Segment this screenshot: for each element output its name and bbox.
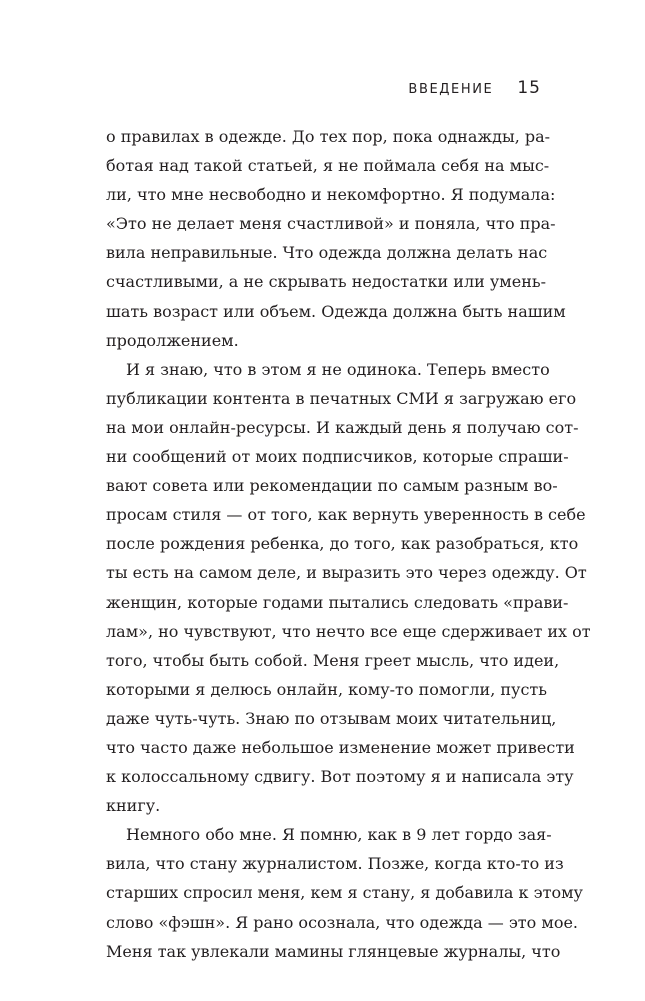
text-line: ботая над такой статьей, я не поймала себя на мыс- (106, 156, 550, 176)
paragraph (106, 355, 591, 821)
text-line: ли, что мне несвободно и некомфортно. Я подумала: (106, 185, 556, 205)
text-line: лам», но чувствуют, что нечто все еще сдерживает их от (106, 621, 591, 641)
text-line: И я знаю, что в этом я не одинока. Теперь вместо (126, 359, 550, 379)
text-line: Меня так увлекали мамины глянцевые журналы, что (106, 941, 561, 961)
text-line: ты есть на самом деле, и выразить это через одежду. От (106, 563, 587, 583)
text-line: публикации контента в печатных СМИ я загружаю его (106, 388, 577, 408)
section-title: ВВЕДЕНИЕ (408, 82, 494, 97)
text-line: слово «фэшн». Я рано осознала, что одежда — это мое. (106, 912, 579, 932)
text-line: что часто даже небольшое изменение может привести (106, 737, 575, 757)
text-line: шать возраст или объем. Одежда должна быть нашим (106, 301, 566, 321)
text-line: на мои онлайн-ресурсы. И каждый день я получаю сот- (106, 417, 579, 437)
text-line: ни сообщений от моих подписчиков, которые спраши- (106, 447, 569, 467)
text-line: того, чтобы быть собой. Меня греет мысль, что идеи, (106, 650, 560, 670)
text-line: после рождения ребенка, до того, как разобраться, кто (106, 534, 579, 554)
text-line: книгу. (106, 796, 161, 816)
page-number: 15 (517, 78, 541, 98)
body-text (106, 122, 591, 966)
running-header (408, 78, 541, 98)
text-line: счастливыми, а не скрывать недостатки или умень- (106, 272, 546, 292)
text-line: о правилах в одежде. До тех пор, пока однажды, ра- (106, 127, 551, 146)
text-line: просам стиля — от того, как вернуть уверенность в себе (106, 505, 586, 525)
text-line: женщин, которые годами пытались следовать «прави- (106, 592, 569, 612)
text-line: старших спросил меня, кем я стану, я добавила к этому (106, 883, 583, 903)
text-line: которыми я делюсь онлайн, кому-то помогли, пусть (106, 679, 547, 699)
text-line: к колоссальному сдвигу. Вот поэтому я и написала эту (106, 767, 574, 787)
paragraph (106, 122, 566, 355)
text-line: вают совета или рекомендации по самым разным во- (106, 476, 558, 496)
text-line: продолжением. (106, 330, 239, 350)
text-line: даже чуть-чуть. Знаю по отзывам моих читательниц, (106, 708, 557, 728)
text-line: «Это не делает меня счастливой» и поняла, что пра- (106, 214, 556, 234)
text-line: Немного обо мне. Я помню, как в 9 лет гордо зая- (126, 825, 552, 845)
text-line: вила неправильные. Что одежда должна делать нас (106, 243, 548, 263)
text-line: вила, что стану журналистом. Позже, когда кто-то из (106, 854, 564, 874)
paragraph (106, 820, 583, 965)
